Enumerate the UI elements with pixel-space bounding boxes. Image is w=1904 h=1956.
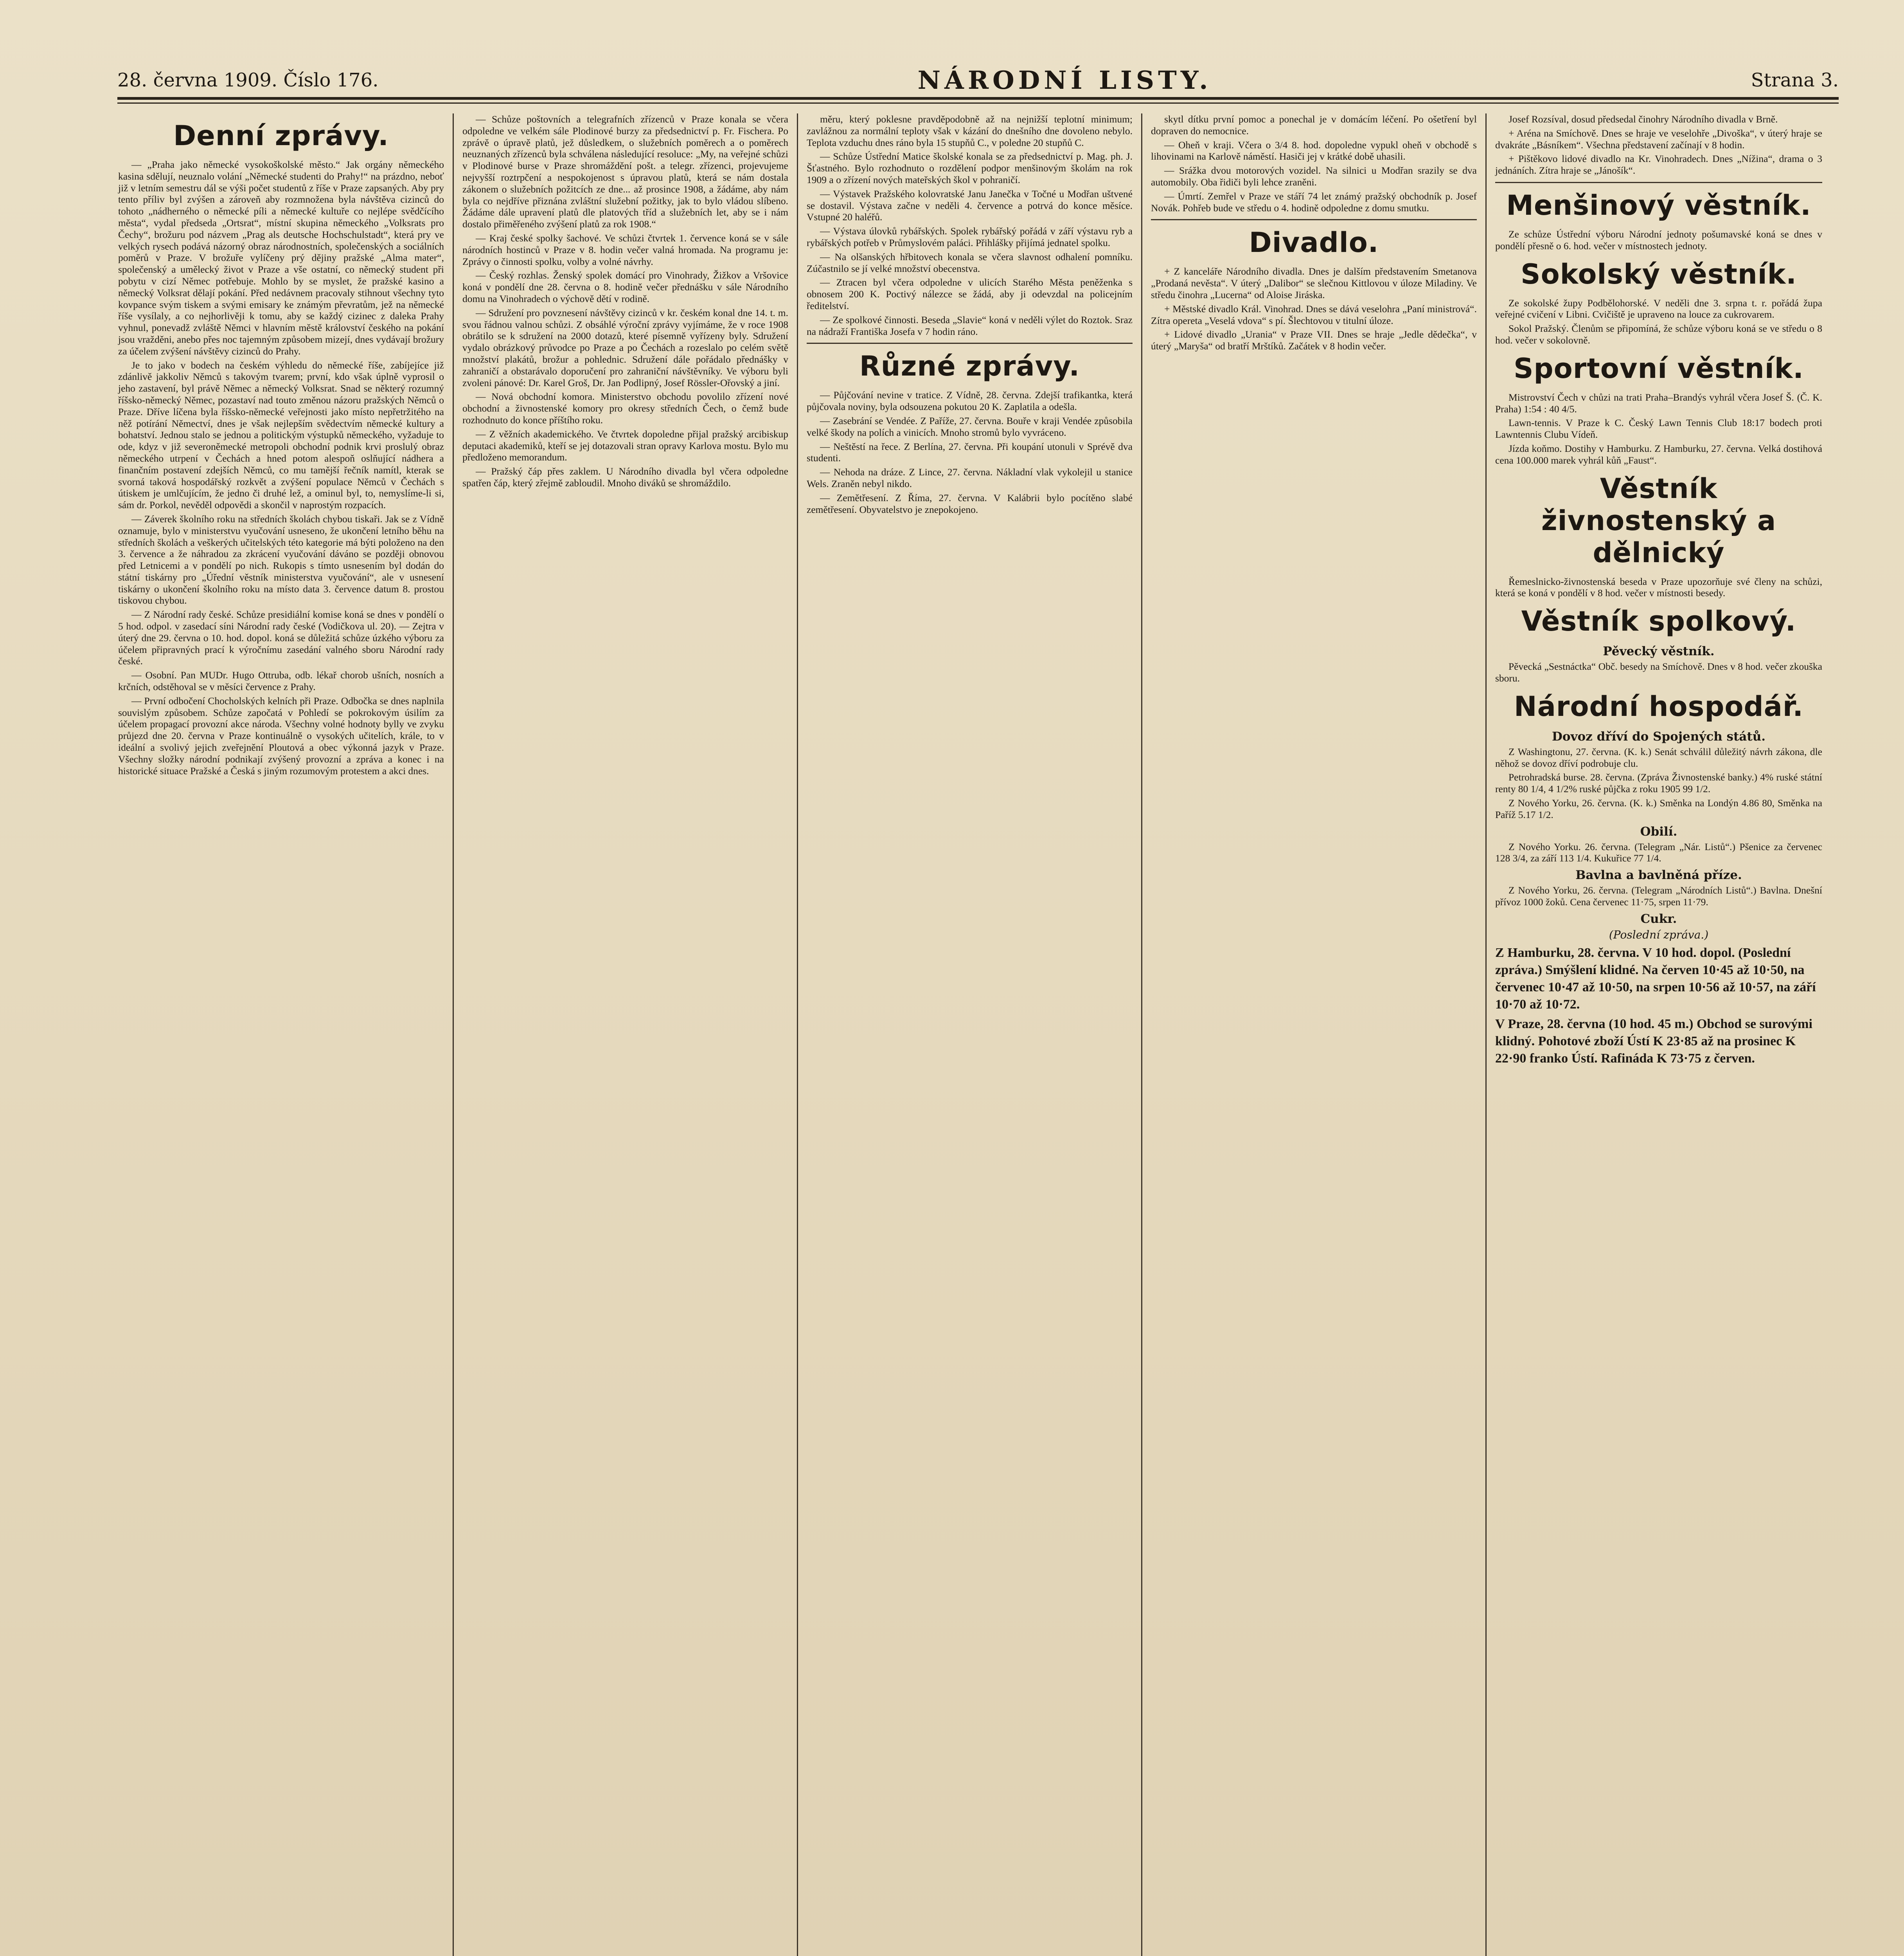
article-paragraph: — Výstavek Pražského kolovratské Janu Janečka v Točné u Modřan uštvené se dostavil. Výstava začne v neděli 4. července a potrvá do konce měsíce. Vstupné 20 haléřů. <box>807 188 1133 223</box>
article-paragraph: — Neštěstí na řece. Z Berlína, 27. června. Při koupání utonuli v Sprévě dva studenti. <box>807 440 1133 464</box>
article-paragraph: — Kraj české spolky šachové. Ve schůzi čtvrtek 1. července koná se v sále národních hostinců v Praze v 8. hodin večer valná hromada. Na programu je: Zprávy o činnosti spolku, volby a volné návrhy. <box>462 232 788 267</box>
article-paragraph: — Na olšanských hřbitovech konala se včera slavnost odhalení pomníku. Zúčastnilo se jí velké množství obecenstva. <box>807 251 1133 274</box>
article-list <box>1151 113 1477 214</box>
article-paragraph: — Úmrtí. Zemřel v Praze ve stáří 74 let známý pražský obchodník p. Josef Novák. Pohřeb bude ve středu o 4. hodině odpoledne z domu smutku. <box>1151 190 1477 214</box>
article-paragraph: Z Nového Yorku. 26. června. (Telegram „Nár. Listů“.) Pšenice za červenec 128 3/4, za září 113 1/4. Kukuřice 77 1/4. <box>1495 841 1822 864</box>
page-number: Strana 3. <box>1751 69 1839 91</box>
article-paragraph: Jízda koňmo. Dostihy v Hamburku. Z Hamburku, 27. června. Velká dostihová cena 100.000 marek vyhrál kůň „Faust“. <box>1495 442 1822 466</box>
article-paragraph: — Srážka dvou motorových vozidel. Na silnici u Modřan srazily se dva automobily. Oba řidiči byli lehce zraněni. <box>1151 165 1477 188</box>
article-paragraph: Z Washingtonu, 27. června. (K. k.) Senát schválil důležitý návrh zákona, dle něhož se dovoz dříví podrobuje clu. <box>1495 746 1822 769</box>
article-paragraph: skytl dítku první pomoc a ponechal je v domácím léčení. Po ošetření byl dopraven do nemocnice. <box>1151 113 1477 137</box>
article-paragraph: Z Hamburku, 28. června. V 10 hod. dopol. (Poslední zpráva.) Smýšlení klidné. Na červen 10·45 až 10·50, na červenec 10·47 až 10·50, na srpen 10·56 až 10·57, na září 10·70 až 10·72. <box>1495 945 1816 1012</box>
article-paragraph: — Záverek školního roku na středních školách chybou tiskaři. Jak se z Vídně oznamuje, bylo v ministerstvu vyučování usneseno, že ukončení letního běhu na středních školách a veškerých učitelských této kategorie má býti položeno na den 3. července a že náhradou za zkrácení vyučování dáváno se později obnovou před Letnicemi a v pondělí po nich. Rukopis s tímto usnesením byl dodán do státní tiskárny pro „Úřední věstník ministerstva vyučování“, ale v usnesení tiskárny o ukončení školního roku na místo data 3. července datum 8. prostou tiskovou chybou. <box>118 513 444 606</box>
article-paragraph: + Městské divadlo Král. Vinohrad. Dnes se dává veselohra „Paní ministrová“. Zítra opereta „Veselá vdova“ s pí. Šlechtovou v titulní úloze. <box>1151 303 1477 326</box>
article-paragraph: Sokol Pražský. Členům se připomíná, že schůze výboru koná se ve středu o 8 hod. večer v sokolovně. <box>1495 323 1822 346</box>
column-4 <box>1142 113 1487 1956</box>
article-paragraph: Pěvecká „Sestnáctka“ Obč. besedy na Smíchově. Dnes v 8 hod. večer zkouška sboru. <box>1495 661 1822 684</box>
article-list <box>1495 228 1822 252</box>
article-paragraph: — Nová obchodní komora. Ministerstvo obchodu povolilo zřízení nové obchodní a živnostenské komory pro okresy středních Čech, o čemž bude rozhodnuto do konce příštího roku. <box>462 391 788 426</box>
subsection-note: (Poslední zpráva.) <box>1609 928 1709 941</box>
article-list <box>118 159 444 777</box>
subsection-title: Dovoz dříví do Spojených států. <box>1552 729 1766 744</box>
article-paragraph: — „Praha jako německé vysokoškolské město.“ Jak orgány německého kasina sdělují, neuznalo volání „Německé studenti do Prahy!“ na prázdno, neboť již v letním semestru dál se výši počet studentů z říše v Praze zapsaných. Aby pry tento příliv byl zvýšen a zároveň aby rozmnožena byla návštěva cizinců do tohoto „nádherného o německé píli a německé kultuře co nejlépe svědčícího města“, vydal předseda „Ortsrat“, místní skupina německého „Volksrats pro Čechy“, brožuru pod názvem „Prag als deutsche Hochschulstadt“, která pry ve velkých rysech podává názorný obraz národnostních, společenských a sociálních poměrů v Praze. V brožuře vylíčeny prý dějiny pražské „Alma mater“, společenský a umělecký život v Praze a vše ostatní, co německý student při pobytu v cizí Němec potřebuje. Mohlo by se myslet, že pražské kasino a německý Volksrat dělají pokání. Před nedávnem pracovaly stihnout všechny tyto kovpance svým tiskem a svými emisary ke známým převratům, jež na německé říše vysílaly, a co nejhorlivěji k tomu, aby se každý cizinec z daleka Prahy vyhnul, ponevadž zvláště Němci v hlavním městě království českého na pokání jsou vražděni, anebo přes noc tajemným způsobem mizejí, dnes vydávají brožury za účelem zvýšení návštěvy cizinců do Prahy. <box>118 159 444 357</box>
article-paragraph: + Pištěkovo lidové divadlo na Kr. Vinohradech. Dnes „Nížina“, drama o 3 jednáních. Zítra hraje se „Jánošík“. <box>1495 153 1822 176</box>
section-title-minority: Menšinový věstník. <box>1506 189 1811 221</box>
divider <box>807 343 1133 344</box>
column-1 <box>110 113 454 1956</box>
newspaper-title: NÁRODNÍ LISTY. <box>917 65 1212 95</box>
article-paragraph: — Schůze Ústřední Matice školské konala se za předsednictví p. Mag. ph. J. Šťastného. Bylo rozhodnuto o rozdělení podpor menšinovým školám na rok 1909 a o zřízení nových mateřských škol v pohraničí. <box>807 151 1133 185</box>
article-paragraph: Řemeslnicko-živnostenská beseda v Praze upozorňuje své členy na schůzi, která se koná v pondělí v 8 hod. večer v místnosti besedy. <box>1495 575 1822 599</box>
article-paragraph: Ze schůze Ústřední výboru Národní jednoty pošumavské koná se dnes v pondělí přesně o 6. hod. večer v místnostech jednoty. <box>1495 228 1822 252</box>
article-paragraph: měru, který poklesne pravděpodobně až na nejnižší teplotní minimum; zavlážnou za normální teploty však v kázání do dnešního dne dovoleno nebylo. Teplota vzduchu dnes ráno byla 15 stupňů C., v poledne 20 stupňů C. <box>807 113 1133 148</box>
section-title-daily-news: Denní zprávy. <box>173 120 389 152</box>
header-rule <box>117 97 1839 100</box>
article-paragraph: — Ze spolkové činnosti. Beseda „Slavie“ koná v neděli výlet do Roztok. Sraz na nádraží Františka Josefa v 7 hodin ráno. <box>807 314 1133 337</box>
article-paragraph: — Schůze poštovních a telegrafních zřízenců v Praze konala se včera odpoledne ve velkém sále Plodinové burzy za předsednictví p. Fr. Fischera. Po zprávě o úpravě platů, jež důsledkem, o služebních poměrech a o poměrech neuznaných zřízenců byla schválena následující resoluce: „My, na veřejné schůzi v Plodinové burse v Praze shromáždění pošt. a telegr. zřízenci, projevujeme nejvyšší roztrpčení a nespokojenost s úpravou platů, která se nám dostala zákonem o služebních požitcích ze dne... až prosince 1908, a žádáme, aby nám byla co nejdříve přiznána zvláštní služební požitky, jak to bylo vládou slíbeno. Žádáme dále upravení platů dle platových tříd a služebních let, aby se i nám dostalo přiměřeného zvýšení platů za rok 1908.“ <box>462 113 788 230</box>
article-paragraph: — Český rozhlas. Ženský spolek domácí pro Vinohrady, Žižkov a Vršovice koná v pondělí dne 28. června o 8. hodině večer přednášku v sále Národního domu na Vinohradech o výchově dětí v rodině. <box>462 270 788 304</box>
article-list <box>462 113 788 489</box>
article-paragraph: — Z Národní rady české. Schůze presidiální komise koná se dnes v pondělí o 5 hod. odpol. v zasedací síni Národní rady české (Vodičkova ul. 20). — Zejtra v úterý dne 29. června o 10. hod. dopol. koná se důležitá schůze úzkého výboru za účelem připravných prací k výročnímu zasedání valného sboru Národní rady české. <box>118 609 444 667</box>
sugar-quotes <box>1495 944 1822 1067</box>
article-paragraph: Mistrovství Čech v chůzi na trati Praha–Brandýs vyhrál včera Josef Š. (Č. K. Praha) 1:54 : 40 4/5. <box>1495 391 1822 415</box>
subsection-title-cotton: Bavlna a bavlněná příze. <box>1575 868 1742 883</box>
article-paragraph: + Aréna na Smíchově. Dnes se hraje ve veselohře „Divoška“, v úterý hraje se dvakráte „Básníkem“. Všechna představení začínají v 8 hodin. <box>1495 127 1822 151</box>
article-paragraph: Z Nového Yorku, 26. června. (K. k.) Směnka na Londýn 4.86 80, Směnka na Paříž 5.17 1/2. <box>1495 797 1822 820</box>
article-list <box>1495 392 1822 466</box>
article-paragraph: — Z věžních akademického. Ve čtvrtek dopoledne přijal pražský arcibiskup deputaci akademiků, kteří se jej dotazovali stran opravy Karlova mostu. Bylo mu předloženo memorandum. <box>462 428 788 463</box>
section-title-theatre: Divadlo. <box>1249 227 1379 259</box>
article-list <box>1495 746 1822 821</box>
article-paragraph: — Zasebrání se Vendée. Z Paříže, 27. června. Bouře v kraji Vendée způsobila velké škody na polích a vinicích. Mnoho stromů bylo vyvráceno. <box>807 415 1133 438</box>
section-title-sports: Sportovní věstník. <box>1514 352 1804 385</box>
article-paragraph: + Z kanceláře Národního divadla. Dnes je dalším představením Smetanova „Prodaná nevěsta“. V úterý „Dalibor“ se slečnou Kittlovou v úloze Miladiny. Ve středu činohra „Lucerna“ od Aloise Jiráska. <box>1151 266 1477 300</box>
article-list <box>807 113 1133 337</box>
article-list <box>1495 944 1822 1067</box>
article-list <box>1151 266 1477 352</box>
section-title-economy: Národní hospodář. <box>1514 690 1803 723</box>
column-5 <box>1487 113 1831 1956</box>
article-paragraph: — Výstava úlovků rybářských. Spolek rybářský pořádá v září výstavu ryb a rybářských potřeb v Průmyslovém paláci. Přihlášky přijímá jednatel spolku. <box>807 225 1133 248</box>
subsection-title: Pěvecký věstník. <box>1603 644 1715 659</box>
divider <box>1151 219 1477 220</box>
section-title-clubs: Věstník spolkový. <box>1521 605 1796 638</box>
column-2 <box>454 113 798 1956</box>
article-paragraph: Z Nového Yorku, 26. června. (Telegram „Národních Listů“.) Bavlna. Dnešní přívoz 1000 žoků. Cena červenec 11·75, srpen 11·79. <box>1495 885 1822 908</box>
article-paragraph: — Nehoda na dráze. Z Lince, 27. června. Nákladní vlak vykolejil u stanice Wels. Zraněn nebyl nikdo. <box>807 466 1133 489</box>
article-paragraph: Je to jako v bodech na českém výhledu do německé říše, zabíjejíce již zdánlivě jakkoliv Němců s takovým tvarem; první, kdo však úplně vyprosil o jeho zastavení, byl právě Němec a německý Volksrat. Snad se některý rozumný říšsko-německý Němec, pozastaví nad touto změnou názoru pražských Němců o Praze. Dříve líčena byla říšsko-německé veřejnosti jako místo nepřetržitého na něž potírání Němectví, dnes je však nejlepším svědectvím německé kultury a bohatství. Jednou stalo se jednou a politickým výstupků německého, vyžaduje to ode, kdyz v již severoněmecké metropoli obchodní podnik krvi proslulý obraz německého utrpení v Čechách a hned potom alespoň oslňující nádhera a finančním postavení zdejších Němců, co mu tamější řečník namítl, kterak se svorná taková hospodářský rozkvět a zvýšení populace Němců v Čechách s útiskem je umlčujícím, že jedno či druhé lež, a ominul byl, to, nemyslíme-li si, sám dr. Porkol, nevěděl odpovědi a skončil v naprostým rozpacích. <box>118 359 444 511</box>
article-paragraph: — Osobní. Pan MUDr. Hugo Ottruba, odb. lékař chorob ušních, nosních a krčních, odstěhoval se v měsíci července z Prahy. <box>118 669 444 693</box>
article-paragraph: V Praze, 28. června (10 hod. 45 m.) Obchod se surovými klidný. Pohotové zboží Ústí K 23·85 až na prosinec K 22·90 franko Ústí. Rafináda K 73·75 z červen. <box>1495 1016 1812 1066</box>
columns <box>110 113 1831 1956</box>
article-list <box>1495 576 1822 599</box>
article-paragraph: — Půjčování nevine v tratice. Z Vídně, 28. června. Zdejší trafikantka, která půjčovala noviny, byla odsouzena pokutou 20 K. Zaplatila a odešla. <box>807 389 1133 413</box>
article-list <box>1495 885 1822 908</box>
header-rule-thin <box>117 102 1839 104</box>
article-paragraph: — Oheň v kraji. Včera o 3/4 8. hod. dopoledne vypukl oheň v obchodě s lihovinami na Karlově náměstí. Hasiči jej v krátké době uhasili. <box>1151 139 1477 162</box>
article-list <box>1495 661 1822 684</box>
column-3 <box>798 113 1142 1956</box>
article-paragraph: Petrohradská burse. 28. června. (Zpráva Živnostenské banky.) 4% ruské státní renty 80 1/4, 4 1/2% ruské půjčka z roku 1905 99 1/2. <box>1495 771 1822 795</box>
article-paragraph: Lawn-tennis. V Praze k C. Český Lawn Tennis Club 18:17 bodech proti Lawntennis Clubu Vídeň. <box>1495 417 1822 440</box>
article-paragraph: — První odbočení Chocholských kelních při Praze. Odbočka se dnes naplnila souvislým způsobem. Schůze započatá v Pohledí se pokrokovým úsilím za účelem propagací provozní akce národa. Všechny volné hodnoty bylly ve zvyku průjezd dne 20. června v Praze kontinuálně o vysokých učitelích, krále, to v ideální a svolivý jejich zveřejnění Ploutová a obec výkonná jazyk v Praze. Všechny složky národní podnikají zvýšený provozní a zpráva a konec i na historické situace Pražské a Česká s jiným rozumovým protestem a akci dnes. <box>118 695 444 777</box>
page-header <box>117 67 1839 94</box>
article-paragraph: + Lidové divadlo „Urania“ v Praze VII. Dnes se hraje „Jedle dědečka“, v úterý „Maryša“ od bratří Mrštíků. Začátek v 8 hodin večer. <box>1151 329 1477 352</box>
section-title-various-news: Různé zprávy. <box>859 350 1080 383</box>
article-list <box>1495 113 1822 176</box>
article-list <box>807 389 1133 515</box>
section-title-sokol: Sokolský věstník. <box>1521 258 1797 290</box>
article-list <box>1495 841 1822 865</box>
article-list <box>1495 297 1822 346</box>
issue-date-number: 28. června 1909. Číslo 176. <box>117 69 379 91</box>
divider <box>1495 182 1822 183</box>
article-paragraph: — Zemětřesení. Z Říma, 27. června. V Kalábrii bylo pocítěno slabé zemětřesení. Obyvatelstvo je znepokojeno. <box>807 492 1133 515</box>
article-paragraph: — Ztracen byl včera odpoledne v ulicích Starého Města peněženka s obnosem 200 K. Poctivý nálezce se žádá, aby ji odevzdal na policejním ředitelství. <box>807 277 1133 311</box>
subsection-title-sugar: Cukr. <box>1640 911 1677 926</box>
subsection-title-grain: Obilí. <box>1640 824 1677 839</box>
article-paragraph: — Sdružení pro povznesení návštěvy cizinců v kr. českém konal dne 14. t. m. svou řádnou valnou schůzi. Z obsáhlé výroční zprávy vyjímáme, že v roce 1908 obrátilo se k sdružení na 2000 dotazů, které písemně vyřízeny byly. Sdružení vydalo obrázkový průvodce po Praze a po Čechách a rozeslalo po celém světě množství plakátů, brožur a pohlednic. Sdružení dále pořádalo přednášky v zahraničí a obstarávalo doporučení pro zahraniční návštěvníky. Ve výboru byli zvoleni pánové: Dr. Karel Groš, Dr. Jan Podlipný, Josef Rössler-Ořovský a jiní. <box>462 307 788 388</box>
article-paragraph: Ze sokolské župy Podbělohorské. V neděli dne 3. srpna t. r. pořádá župa veřejné cvičení v Libni. Cvičiště je upraveno na louce za cukrovarem. <box>1495 297 1822 320</box>
article-paragraph: Josef Rozsíval, dosud předsedal činohry Národního divadla v Brně. <box>1508 113 1778 125</box>
article-paragraph: — Pražský čáp přes zaklem. U Národního divadla byl včera odpoledne spatřen čáp, který zřejmě zabloudil. Mnoho diváků se shromáždilo. <box>462 466 788 489</box>
section-title-trade: Věstník živnostenský a dělnický <box>1541 472 1776 569</box>
